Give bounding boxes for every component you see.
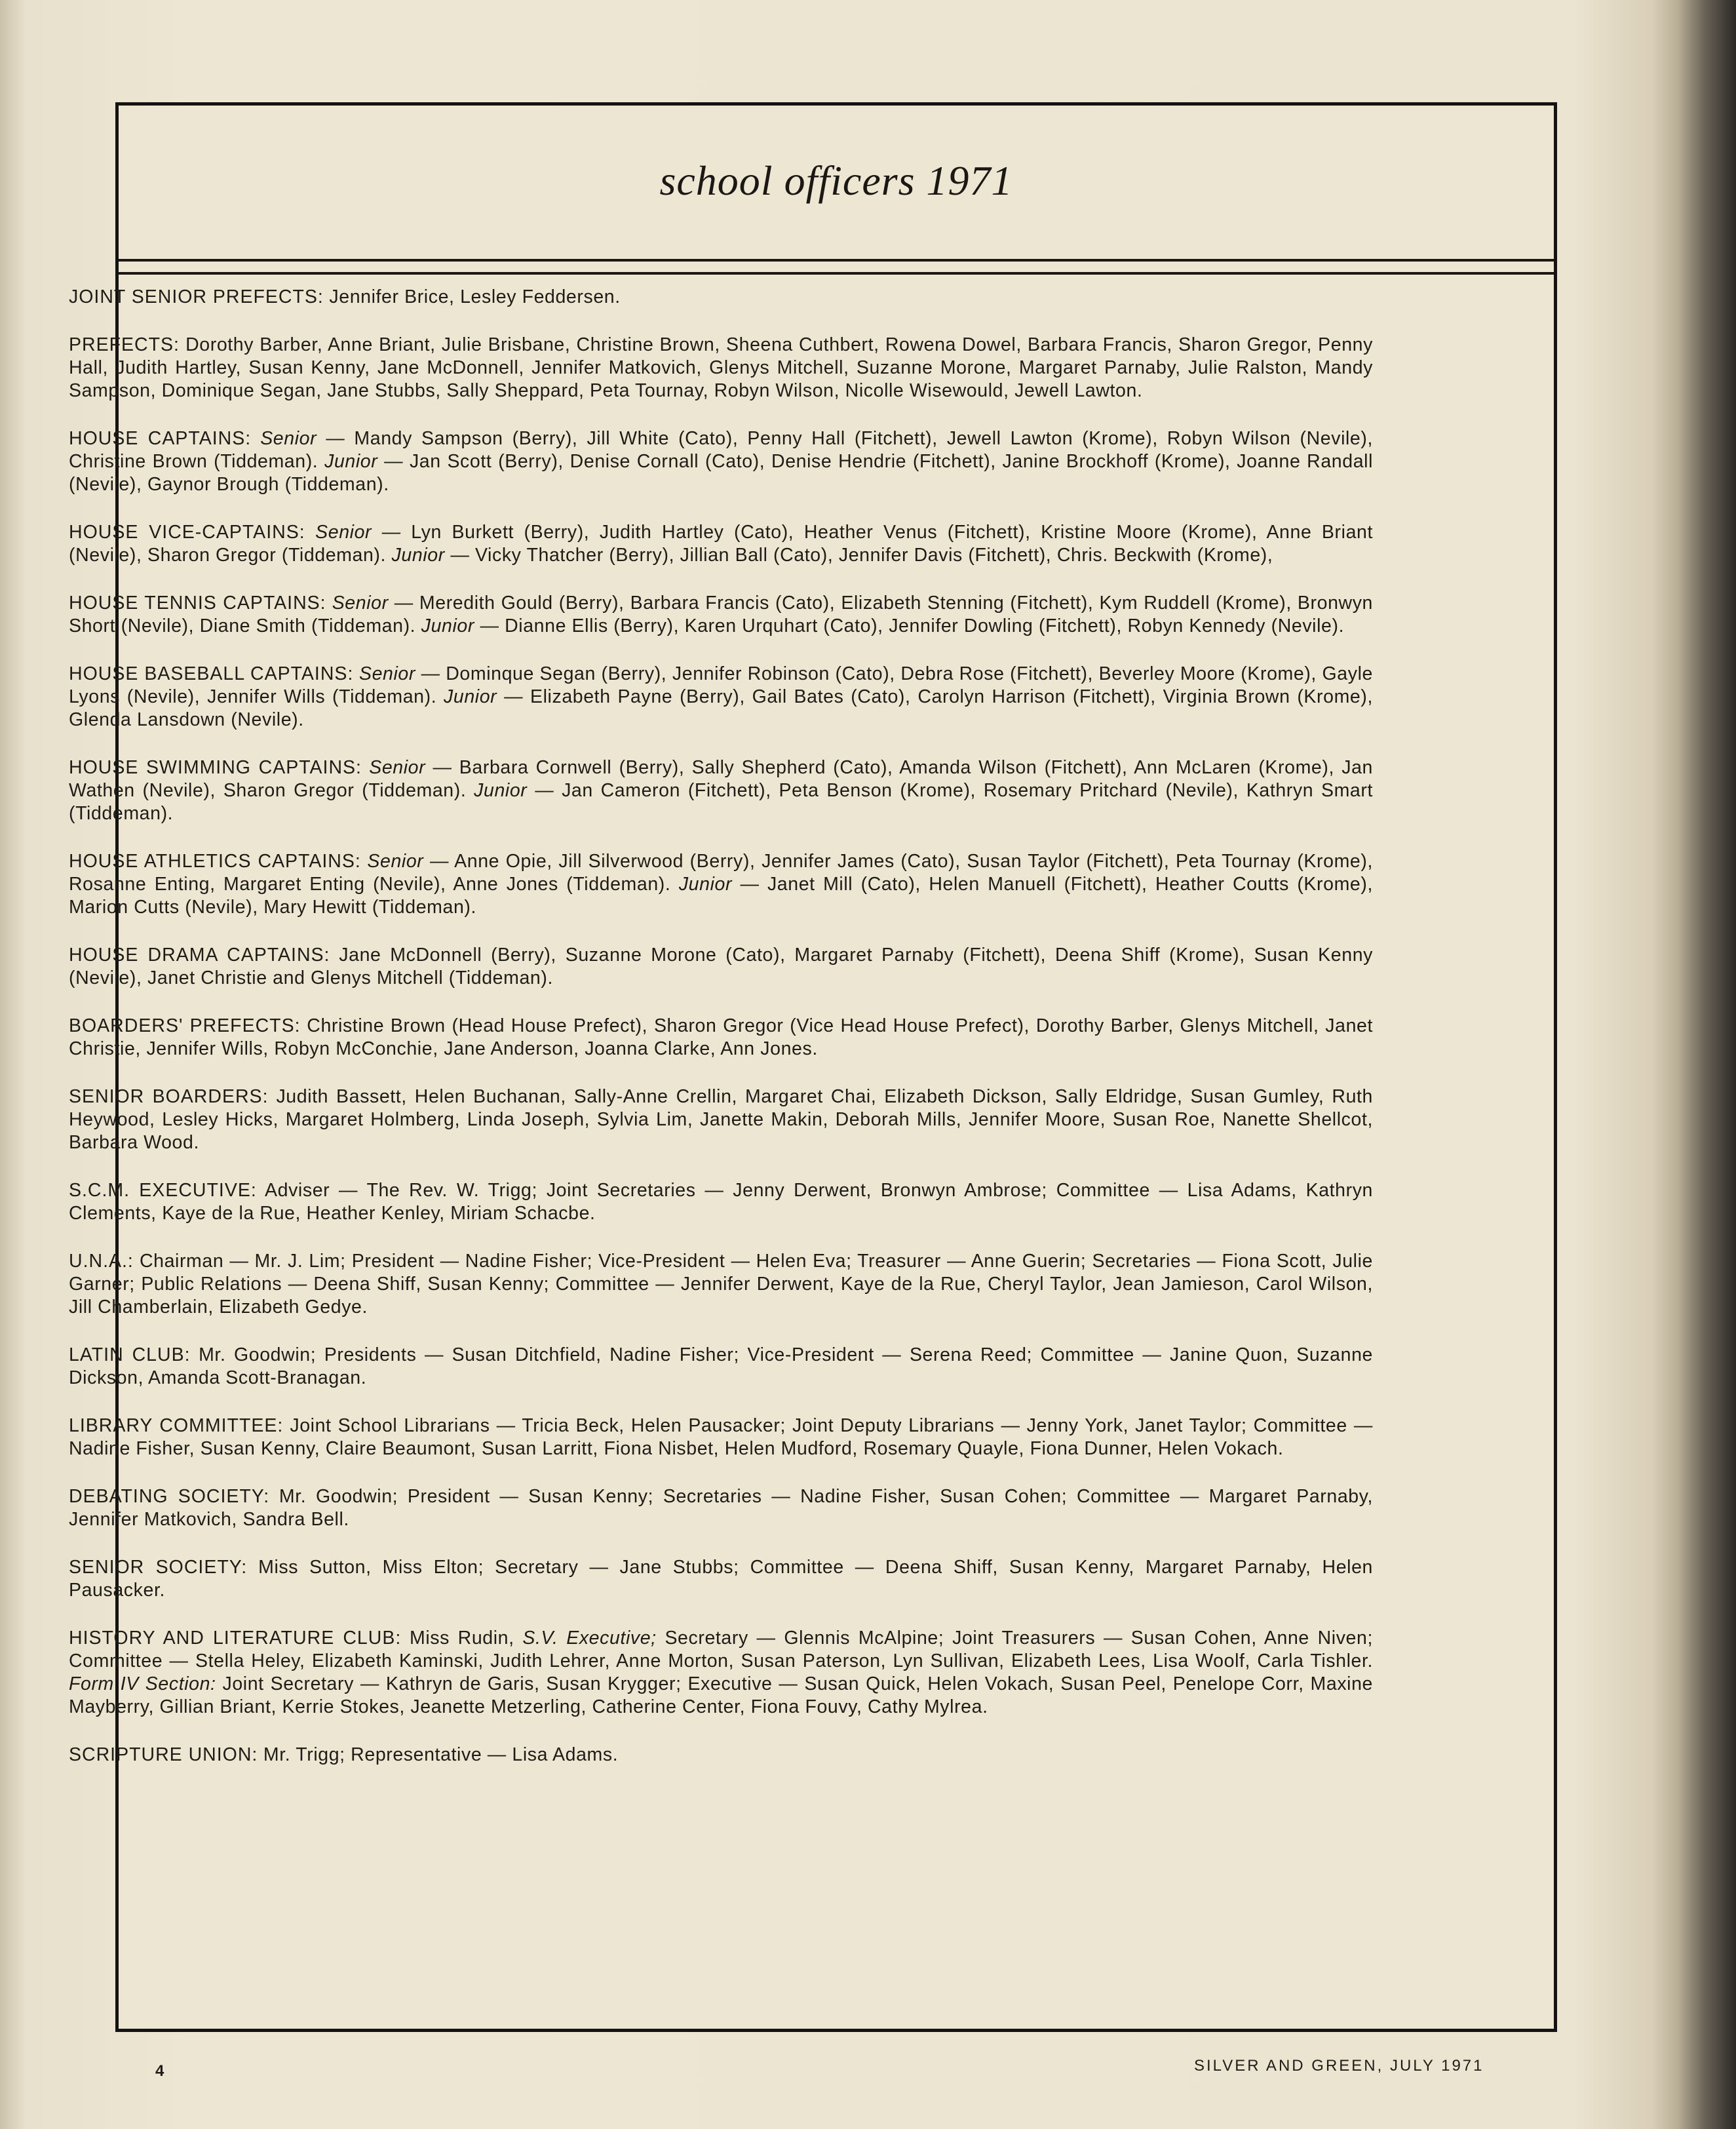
entry-heading: HOUSE BASEBALL CAPTAINS: [69,663,354,684]
entry-heading: BOARDERS' PREFECTS: [69,1015,301,1036]
junior-label: Junior [421,615,474,636]
page-number: 4 [155,2062,164,2080]
entry-history-literature-club [69,1627,1373,1719]
entry-heading: HOUSE VICE-CAPTAINS: [69,522,305,543]
junior-text: — Dianne Ellis (Berry), Karen Urquhart (Cato), Jennifer Dowling (Fitchett), Robyn Kennedy (Nevile). [480,615,1345,636]
entry-heading: JOINT SENIOR PREFECTS: [69,286,324,307]
junior-label: Junior [324,451,378,472]
entry-heading: U.N.A.: [69,1251,134,1272]
entry-joint-senior-prefects [69,286,1373,309]
junior-text: — Jan Cameron (Fitchett), Peta Benson (Krome), Rosemary Pritchard (Nevile), Kathryn Smart (Tiddeman). [69,780,1373,824]
entry-heading: LATIN CLUB: [69,1344,191,1365]
entry-house-tennis-captains [69,592,1373,638]
entry-text: Mr. Goodwin; Presidents — Susan Ditchfield, Nadine Fisher; Vice-President — Serena Reed; Committee — Janine Quon, Suzanne Dickson, Amanda Scott-Branagan. [69,1344,1373,1388]
entry-text: Dorothy Barber, Anne Briant, Julie Brisbane, Christine Brown, Sheena Cuthbert, Rowena Dowel, Barbara Francis, Sharon Gregor, Penny Hall, Judith Hartley, Susan Kenny, Jane McDonnell, Jennifer Matkovich, Glenys Mitchell, Suzanne Morone, Margaret Parnaby, Julie Ralston, Mandy Sampson, Dominique Segan, Jane Stubbs, Sally Sheppard, Peta Tournay, Robyn Wilson, Nicolle Wisewould, Jewell Lawton. [69,334,1373,401]
entry-heading: SCRIPTURE UNION: [69,1744,258,1765]
entry-heading: S.C.M. EXECUTIVE: [69,1180,257,1201]
entry-una [69,1250,1373,1319]
entry-text: Joint Secretary — Kathryn de Garis, Susan Krygger; Executive — Susan Quick, Helen Vokach, Susan Peel, Penelope Corr, Maxine Mayberry, Gillian Briant, Kerrie Stokes, Jeanette Metzerling, Catherine Center, Fiona Fouvy, Cathy Mylrea. [69,1673,1374,1717]
title-box [119,106,1554,263]
entry-italic-label: S.V. Executive; [522,1628,657,1649]
entry-text: Adviser — The Rev. W. Trigg; Joint Secretaries — Jenny Derwent, Bronwyn Ambrose; Committee — Lisa Adams, Kathryn Clements, Kaye de la Rue, Heather Kenley, Miriam Schacbe. [69,1180,1374,1224]
entry-text: Miss Rudin, [409,1628,514,1649]
entry-text: Secretary — Glennis McAlpine; Joint Treasurers — Susan Cohen, Anne Niven; Committee — Stella Heley, Elizabeth Kaminski, Judith Lehrer, Anne Morton, Susan Paterson, Lyn Sullivan, Elizabeth Lees, Lisa Woolf, Carla Tishler. [69,1628,1373,1671]
entry-heading: LIBRARY COMMITTEE: [69,1415,284,1436]
entry-house-athletics-captains [69,850,1373,919]
entry-prefects [69,334,1373,402]
entry-text: Jennifer Brice, Lesley Feddersen. [329,286,621,307]
senior-text: — Lyn Burkett (Berry), Judith Hartley (Cato), Heather Venus (Fitchett), Kristine Moore (Krome), Anne Briant (Nevile), Sharon Gregor (Tiddeman). [69,522,1373,566]
page-title: school officers 1971 [659,157,1013,204]
senior-text: — Mandy Sampson (Berry), Jill White (Cato), Penny Hall (Fitchett), Jewell Lawton (Krome), Robyn Wilson (Nevile), Christine Brown (Tiddeman). [69,428,1373,472]
entry-text: Mr. Goodwin; President — Susan Kenny; Secretaries — Nadine Fisher, Susan Cohen; Committee — Margaret Parnaby, Jennifer Matkovich, Sandra Bell. [69,1486,1373,1530]
junior-text: — Vicky Thatcher (Berry), Jillian Ball (Cato), Jennifer Davis (Fitchett), Chris. Beckwith (Krome), [450,545,1273,566]
entry-italic-label: Form IV Section: [69,1673,216,1694]
entry-latin-club [69,1344,1373,1390]
entry-debating-society [69,1485,1373,1531]
entry-text: Judith Bassett, Helen Buchanan, Sally-Anne Crellin, Margaret Chai, Elizabeth Dickson, Sally Eldridge, Susan Gumley, Ruth Heywood, Lesley Hicks, Margaret Holmberg, Linda Joseph, Sylvia Lim, Janette Makin, Deborah Mills, Jennifer Moore, Susan Roe, Nanette Shellcot, Barbara Wood. [69,1086,1373,1153]
entry-heading: HISTORY AND LITERATURE CLUB: [69,1628,402,1649]
entry-boarders-prefects [69,1015,1373,1061]
senior-text: — Barbara Cornwell (Berry), Sally Shepherd (Cato), Amanda Wilson (Fitchett), Ann McLaren (Krome), Jan Wathen (Nevile), Sharon Gregor (Tiddeman). [69,757,1373,801]
entry-heading: HOUSE SWIMMING CAPTAINS: [69,757,362,778]
senior-label: Senior [358,663,415,684]
senior-text: — Meredith Gould (Berry), Barbara Francis (Cato), Elizabeth Stenning (Fitchett), Kym Ruddell (Krome), Bronwyn Short (Nevile), Diane Smith (Tiddeman). [69,593,1374,636]
senior-text: — Dominque Segan (Berry), Jennifer Robinson (Cato), Debra Rose (Fitchett), Beverley Moore (Krome), Gayle Lyons (Nevile), Jennifer Wills (Tiddeman). [69,663,1373,707]
entry-scm-executive [69,1179,1373,1225]
entry-text: Jane McDonnell (Berry), Suzanne Morone (Cato), Margaret Parnaby (Fitchett), Deena Shiff (Krome), Susan Kenny (Nevile), Janet Christie and Glenys Mitchell (Tiddeman). [69,945,1373,988]
entry-house-drama-captains [69,944,1373,990]
entry-senior-boarders [69,1085,1373,1154]
officers-list [69,286,1373,1791]
entry-house-swimming-captains [69,756,1373,825]
title-rule-lower [119,272,1554,275]
senior-label: Senior [367,851,424,872]
entry-house-captains [69,427,1373,496]
entry-house-vice-captains [69,521,1373,567]
entry-heading: HOUSE CAPTAINS: [69,428,252,449]
entry-text: Mr. Trigg; Representative — Lisa Adams. [263,1744,619,1765]
entry-heading: HOUSE DRAMA CAPTAINS: [69,945,330,966]
junior-label: Junior [391,545,445,566]
junior-text: — Jan Scott (Berry), Denise Cornall (Cato), Denise Hendrie (Fitchett), Janine Brockhoff (Krome), Joanne Randall (Nevile), Gaynor Brough (Tiddeman). [69,451,1374,495]
entry-house-baseball-captains [69,663,1373,732]
title-rule-upper [119,259,1554,262]
junior-label: Junior [444,686,497,707]
entry-heading: SENIOR BOARDERS: [69,1086,269,1107]
publication-footer: SILVER AND GREEN, JULY 1971 [1194,2057,1484,2075]
entry-senior-society [69,1556,1373,1602]
entry-text: Miss Sutton, Miss Elton; Secretary — Jane Stubbs; Committee — Deena Shiff, Susan Kenny, Margaret Parnaby, Helen Pausacker. [69,1557,1373,1601]
senior-text: — Anne Opie, Jill Silverwood (Berry), Jennifer James (Cato), Susan Taylor (Fitchett), Peta Tournay (Krome), Rosanne Enting, Margaret Enting (Nevile), Anne Jones (Tiddeman). [69,851,1373,895]
junior-text: — Elizabeth Payne (Berry), Gail Bates (Cato), Carolyn Harrison (Fitchett), Virginia Brown (Krome), Glenda Lansdown (Nevile). [69,686,1373,730]
entry-text: Joint School Librarians — Tricia Beck, Helen Pausacker; Joint Deputy Librarians — Jenny York, Janet Taylor; Committee — Nadine Fisher, Susan Kenny, Claire Beaumont, Susan Larritt, Fiona Nisbet, Helen Mudford, Rosemary Quayle, Fiona Dunner, Helen Vokach. [69,1415,1373,1459]
entry-scripture-union [69,1744,1373,1767]
senior-label: Senior [369,757,426,778]
entry-text: Christine Brown (Head House Prefect), Sharon Gregor (Vice Head House Prefect), Dorothy Barber, Glenys Mitchell, Janet Christie, Jennifer Wills, Robyn McConchie, Jane Anderson, Joanna Clarke, Ann Jones. [69,1015,1373,1059]
entry-library-committee [69,1415,1373,1460]
entry-heading: PREFECTS: [69,334,180,355]
junior-text: — Janet Mill (Cato), Helen Manuell (Fitchett), Heather Coutts (Krome), Marion Cutts (Nevile), Mary Hewitt (Tiddeman). [69,874,1373,918]
senior-label: Senior [260,428,317,449]
junior-label: Junior [678,874,733,895]
junior-label: Junior [474,780,528,801]
senior-label: Senior [315,522,372,543]
entry-text: Chairman — Mr. J. Lim; President — Nadine Fisher; Vice-President — Helen Eva; Treasurer — Anne Guerin; Secretaries — Fiona Scott, Julie Garner; Public Relations — Deena Shiff, Susan Kenny; Committee — Jennifer Derwent, Kaye de la Rue, Cheryl Taylor, Jean Jamieson, Carol Wilson, Jill Chamberlain, Elizabeth Gedye. [69,1251,1373,1318]
entry-heading: HOUSE TENNIS CAPTAINS: [69,593,326,614]
entry-heading: HOUSE ATHLETICS CAPTAINS: [69,851,361,872]
entry-heading: SENIOR SOCIETY: [69,1557,248,1578]
entry-heading: DEBATING SOCIETY: [69,1486,270,1507]
senior-label: Senior [332,593,389,614]
